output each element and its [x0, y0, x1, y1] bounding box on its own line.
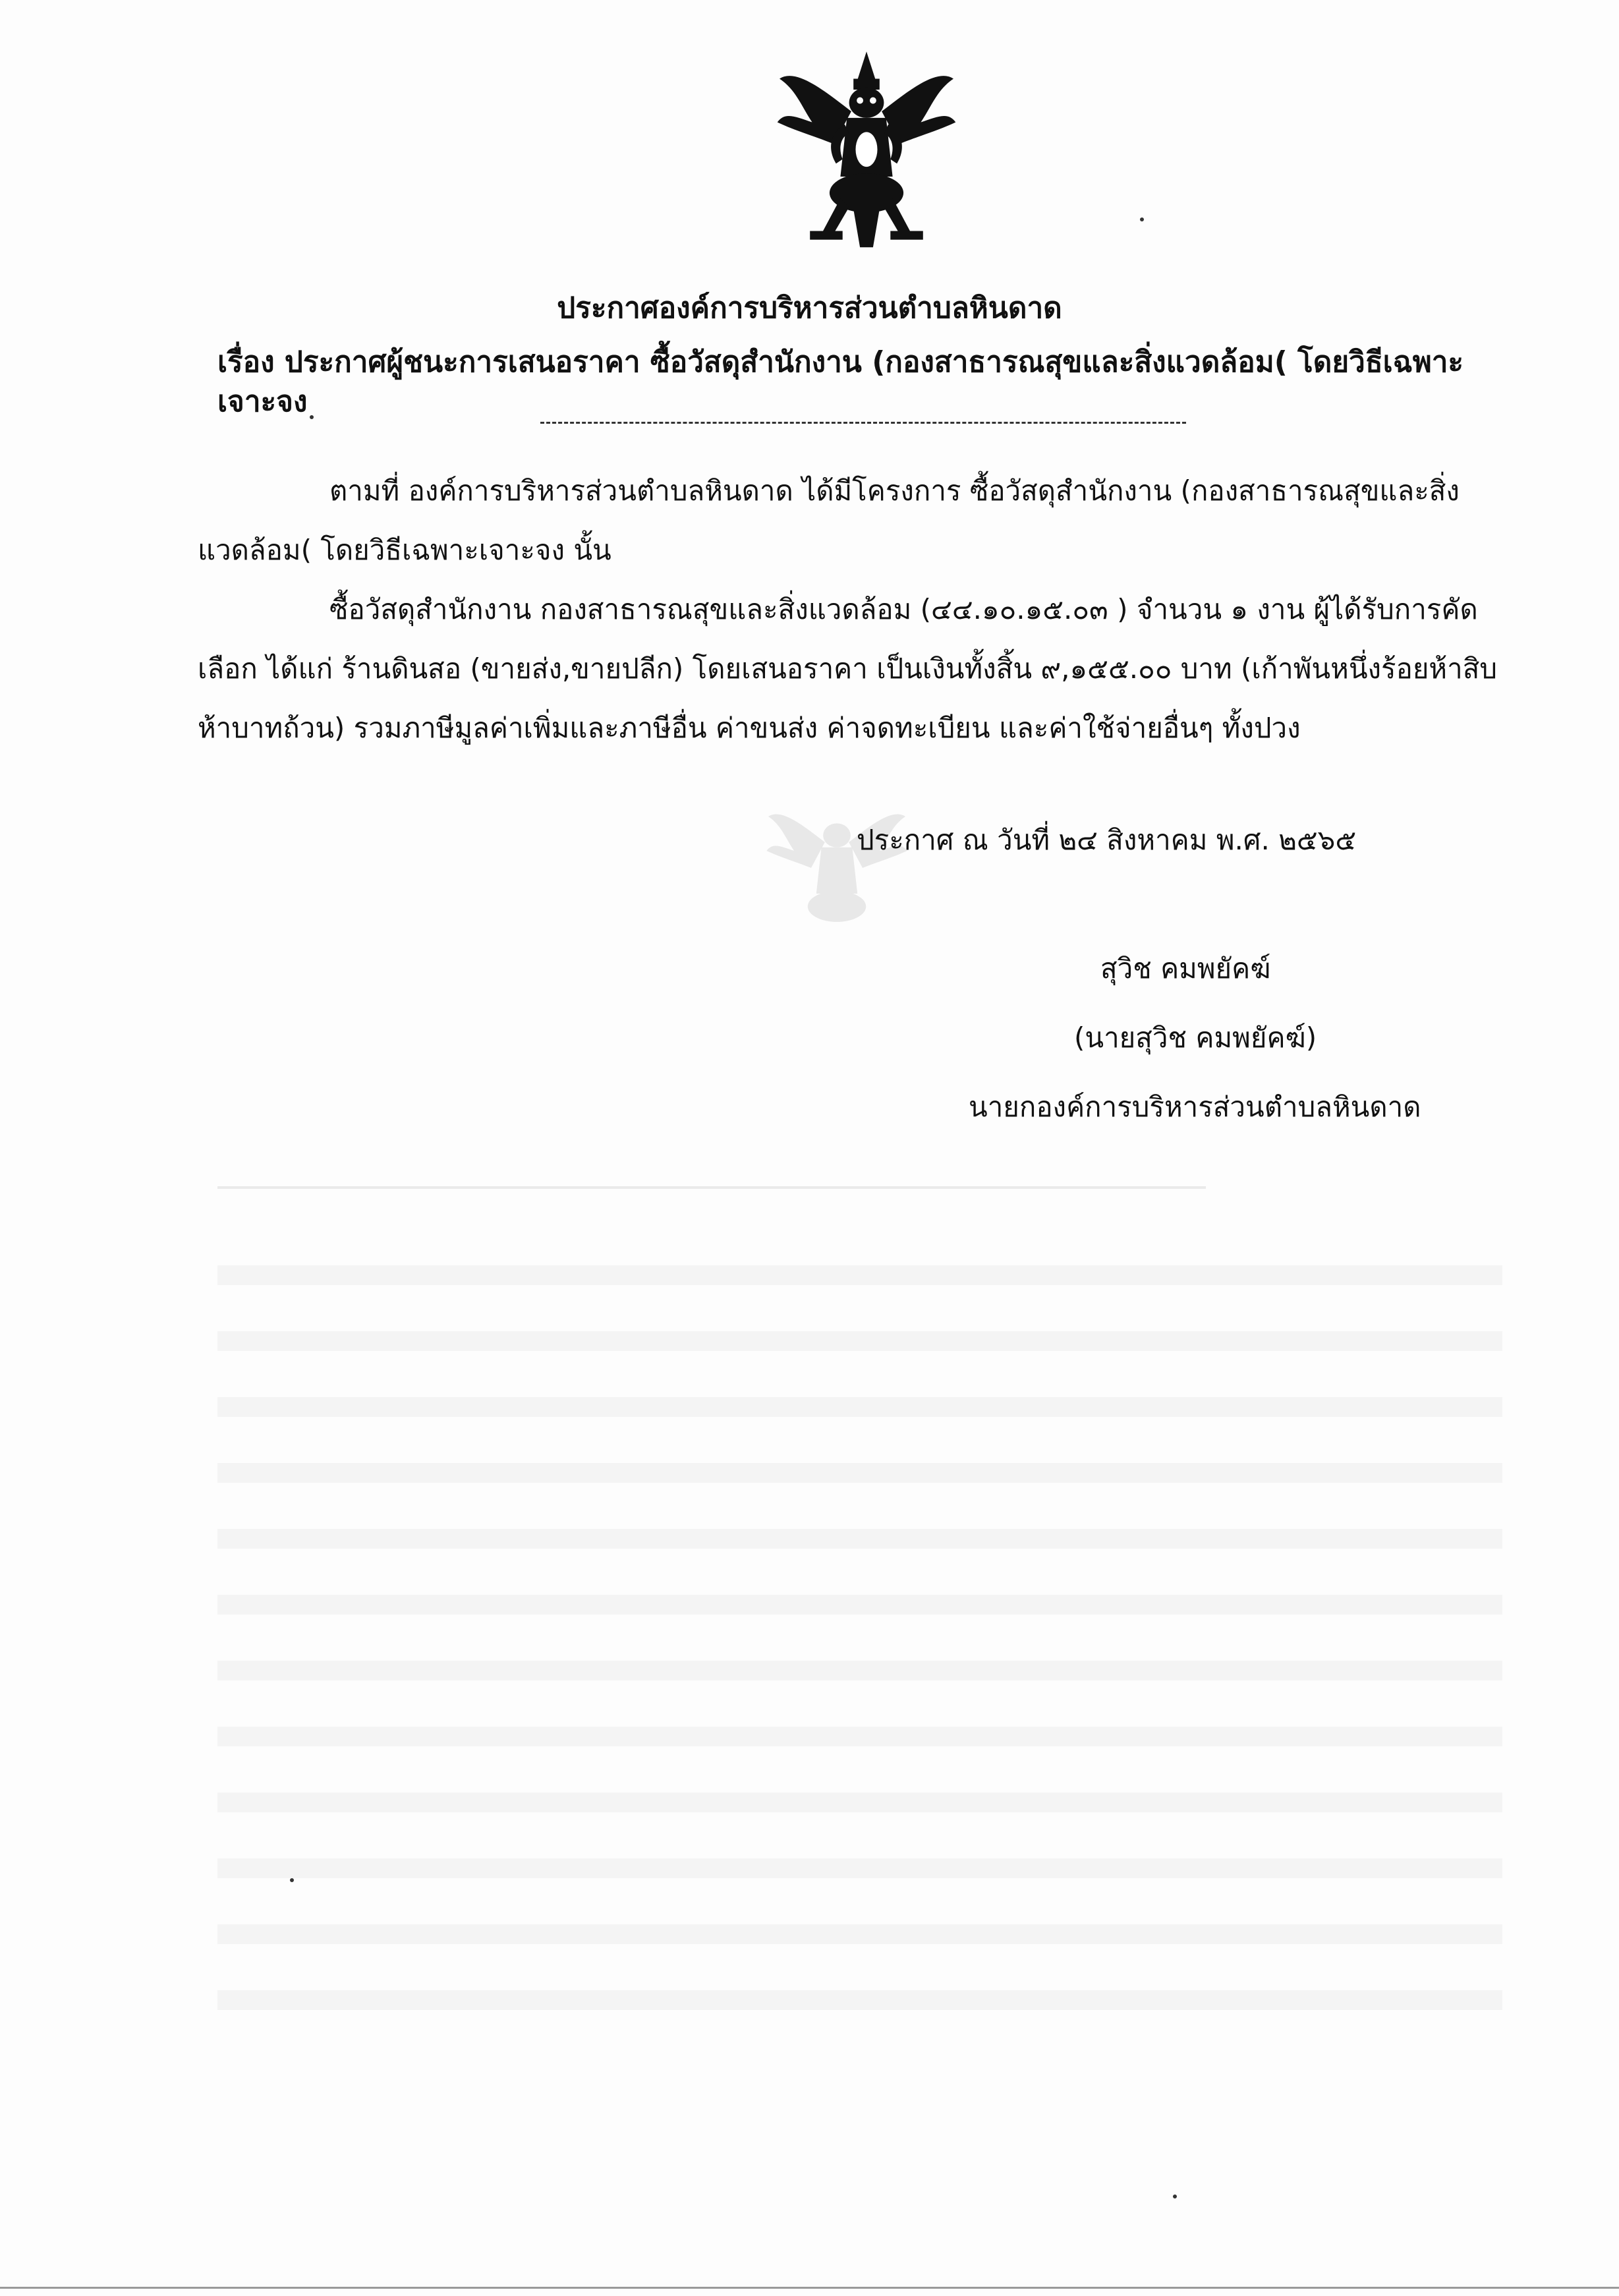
bleed-through-emblem-icon — [751, 778, 923, 975]
scan-speck — [1173, 2195, 1177, 2198]
scan-speck — [310, 415, 314, 419]
bleed-through-rule — [217, 1186, 1206, 1189]
scan-speck — [1140, 217, 1144, 221]
scan-speck — [290, 1878, 294, 1882]
document-subject: เรื่อง ประกาศผู้ชนะการเสนอราคา ซื้อวัสดุสำนักงาน (กองสาธารณสุขและสิ่งแวดล้อม( โดยวิธีเฉพาะเจาะจง — [217, 345, 1464, 418]
paragraph-project: ตามที่ องค์การบริหารส่วนตำบลหินดาด ได้มีโครงการ ซื้อวัสดุสำนักงาน (กองสาธารณสุขและสิ่งแวดล้อม( โดยวิธีเฉพาะเจาะจง นั้น — [198, 474, 1460, 566]
bleed-through-text-block — [217, 1219, 1502, 2010]
scan-bottom-edge — [0, 2287, 1619, 2289]
signature-name: สุวิช คมพยัคฆ์ — [1100, 952, 1271, 985]
garuda-emblem-icon — [758, 46, 975, 264]
bleed-through-area — [217, 1081, 962, 1120]
document-title: ประกาศองค์การบริหารส่วนตำบลหินดาด — [557, 291, 1062, 325]
signatory-full-name: (นายสุวิช คมพยัคฆ์) — [1074, 1021, 1317, 1054]
separator-line — [540, 422, 1186, 424]
paragraph-winner: ซื้อวัสดุสำนักงาน กองสาธารณสุขและสิ่งแวดล้อม (๔๔.๑๐.๑๕.๐๓ ) จำนวน ๑ งาน ผู้ได้รับการคัดเลือก ได้แก่ ร้านดินสอ (ขายส่ง,ขายปลีก) โดยเสนอราคา เป็นเงินทั้งสิ้น ๙,๑๕๕.๐๐ บาท (เก้าพันหนึ่งร้อยห้าสิบห้าบาทถ้วน) รวมภาษีมูลค่าเพิ่มและภาษีอื่น ค่าขนส่ง ค่าจดทะเบียน และค่าใช้จ่ายอื่นๆ ทั้งปวง — [198, 593, 1497, 744]
announcement-date: ประกาศ ณ วันที่ ๒๔ สิงหาคม พ.ศ. ๒๕๖๕ — [857, 824, 1357, 856]
signatory-position: นายกองค์การบริหารส่วนตำบลหินดาด — [969, 1091, 1421, 1123]
